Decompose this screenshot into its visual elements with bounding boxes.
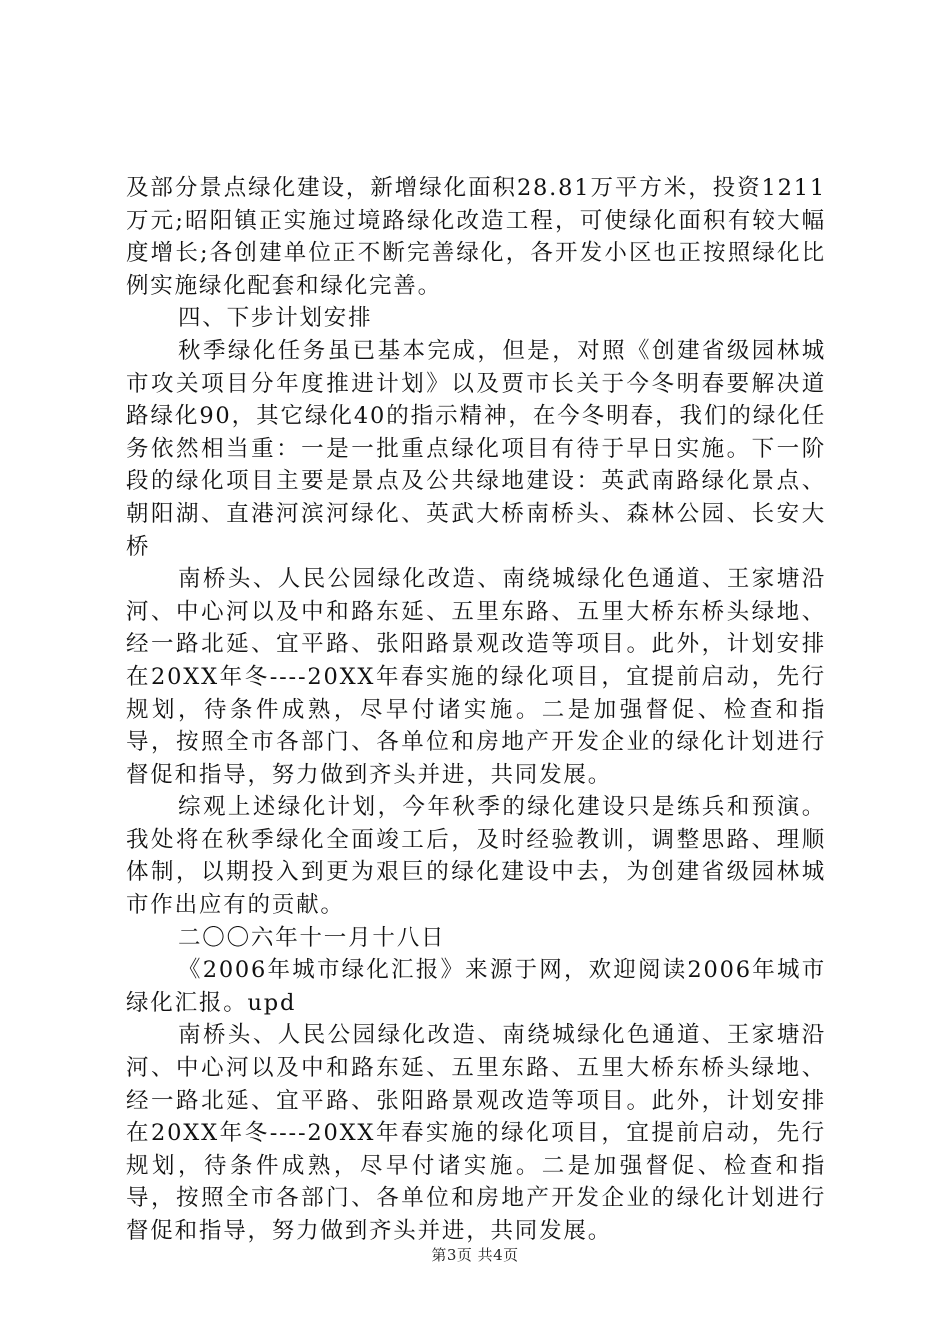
paragraph-source-note: 《2006年城市绿化汇报》来源于网，欢迎阅读2006年城市绿化汇报。upd [126,957,826,1016]
paragraph-greening-progress: 及部分景点绿化建设，新增绿化面积28.81万平方米，投资1211万元;昭阳镇正实施过境路绿化改造工程，可使绿化面积有较大幅度增长;各创建单位正不断完善绿化，各开发小区也正按照绿化比例实施绿化配套和绿化完善。 [126,175,826,299]
paragraph-autumn-task: 秋季绿化任务虽已基本完成，但是，对照《创建省级园林城市攻关项目分年度推进计划》以及贾市长关于今冬明春要解决道路绿化90，其它绿化40的指示精神，在今冬明春，我们的绿化任务依然相当重：一是一批重点绿化项目有待于早日实施。下一阶段的绿化项目主要是景点及公共绿地建设：英武南路绿化景点、朝阳湖、直港河滨河绿化、英武大桥南桥头、森林公园、长安大桥 [126,337,826,560]
paragraph-project-list: 南桥头、人民公园绿化改造、南绕城绿化色通道、王家塘沿河、中心河以及中和路东延、五里东路、五里大桥东桥头绿地、经一路北延、宜平路、张阳路景观改造等项目。此外，计划安排在20XX年冬----20XX年春实施的绿化项目，宜提前启动，先行规划，待条件成熟，尽早付诸实施。二是加强督促、检查和指导，按照全市各部门、各单位和房地产开发企业的绿化计划进行督促和指导，努力做到齐头并进，共同发展。 [126,566,826,788]
paragraph-summary: 综观上述绿化计划，今年秋季的绿化建设只是练兵和预演。我处将在秋季绿化全面竣工后，及时经验教训，调整思路、理顺体制，以期投入到更为艰巨的绿化建设中去，为创建省级园林城市作出应有的贡献。 [126,794,826,919]
paragraph-project-list-repeat: 南桥头、人民公园绿化改造、南绕城绿化色通道、王家塘沿河、中心河以及中和路东延、五里东路、五里大桥东桥头绿地、经一路北延、宜平路、张阳路景观改造等项目。此外，计划安排在20XX年冬----20XX年春实施的绿化项目，宜提前启动，先行规划，待条件成熟，尽早付诸实施。二是加强督促、检查和指导，按照全市各部门、各单位和房地产开发企业的绿化计划进行督促和指导，努力做到齐头并进，共同发展。 [126,1022,826,1244]
document-body [126,172,826,1248]
page-number-footer: 第3页 共4页 [431,1246,519,1264]
section-heading-next-plan: 四、下步计划安排 [178,305,373,332]
document-date: 二〇〇六年十一月十八日 [178,924,446,951]
